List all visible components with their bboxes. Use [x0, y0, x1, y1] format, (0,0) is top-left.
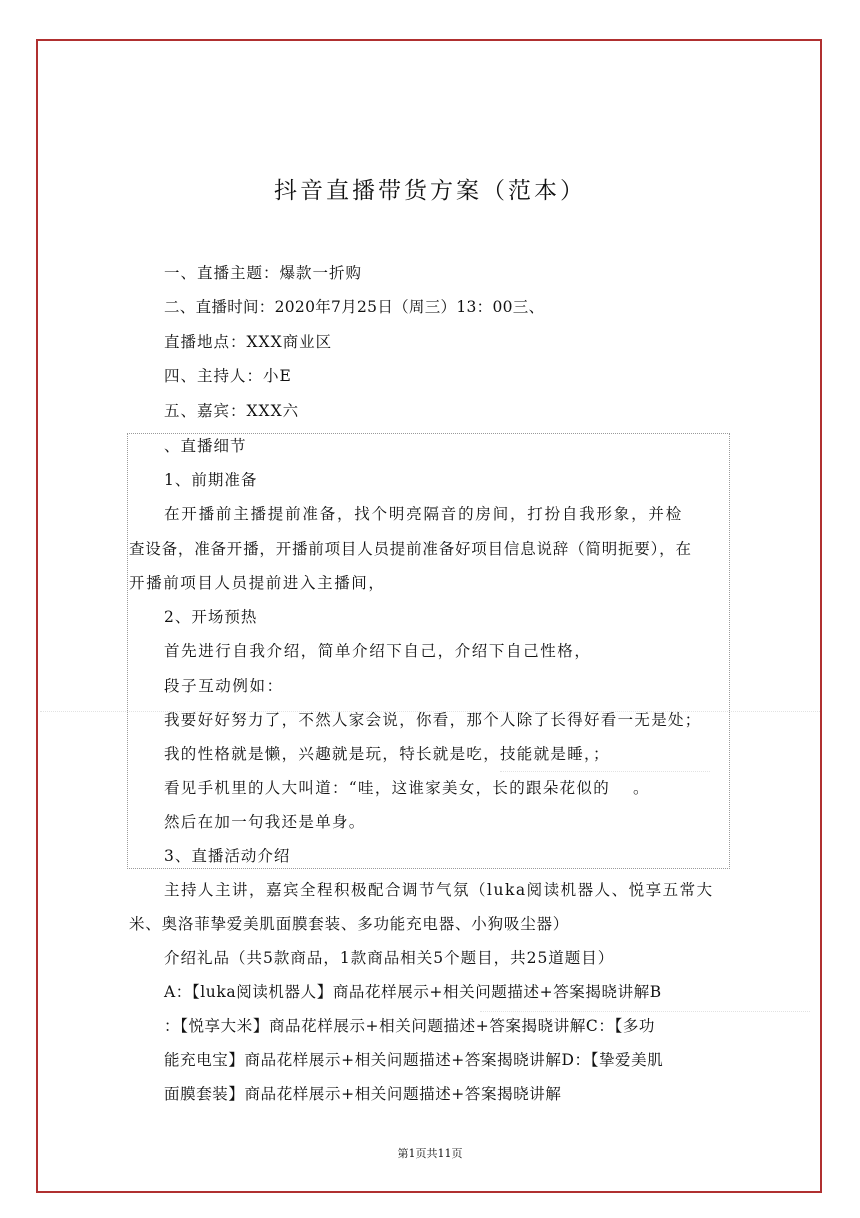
product-line: 面膜套装】商品花样展示+相关问题描述+答案揭晓讲解	[164, 1085, 562, 1103]
page-number: 第1页共11页	[397, 1147, 463, 1160]
paragraph-line: 介绍礼品（共5款商品，1款商品相关5个题目，共25道题目）	[164, 949, 615, 967]
text-line-theme: 一、直播主题：爆款一折购	[164, 264, 363, 282]
paragraph-line: 在开播前主播提前准备，找个明亮隔音的房间，打扮自我形象，并检	[164, 505, 684, 523]
subheading-warmup: 2、开场预热	[164, 608, 258, 626]
product-line: ：【悦享大米】商品花样展示+相关问题描述+答案揭晓讲解C：【多功	[164, 1017, 656, 1035]
paragraph-line: 查设备，准备开播，开播前项目人员提前准备好项目信息说辞（简明扼要），在	[129, 540, 692, 558]
paragraph-line: 米、奥洛菲挚爱美肌面膜套装、多功能充电器、小狗吸尘器）	[129, 915, 570, 933]
paragraph-line: 然后在加一句我还是单身。	[164, 813, 366, 831]
scan-line	[500, 771, 710, 772]
product-line: A：【luka阅读机器人】商品花样展示+相关问题描述+答案揭晓讲解B	[164, 983, 662, 1001]
text-line-host: 四、主持人：小E	[164, 367, 292, 385]
section-heading-details: 、直播细节	[164, 437, 247, 455]
text-line-time: 二、直播时间：2020年7月25日（周三）13：00三、	[164, 298, 545, 316]
subheading-activity: 3、直播活动介绍	[164, 847, 291, 865]
paragraph-line: 首先进行自我介绍，简单介绍下自己，介绍下自己性格，	[164, 642, 592, 660]
subheading-preparation: 1、前期准备	[164, 471, 258, 489]
paragraph-line: 我的性格就是懒，兴趣就是玩，特长就是吃，技能就是睡，；	[164, 745, 610, 763]
product-line: 能充电宝】商品花样展示+相关问题描述+答案揭晓讲解D：【挚爱美肌	[164, 1051, 664, 1069]
paragraph-line: 主持人主讲，嘉宾全程积极配合调节气氛（luka阅读机器人、悦享五常大	[164, 881, 714, 899]
paragraph-line: 我要好好努力了，不然人家会说，你看，那个人除了长得好看一无是处；	[164, 711, 702, 729]
text-line-guest: 五、嘉宾：XXX六	[164, 402, 300, 420]
paragraph-line: 看见手机里的人大叫道：“哇，这谁家美女，长的跟朵花似的 。	[164, 779, 650, 797]
paragraph-line: 开播前项目人员提前进入主播间，	[129, 574, 386, 592]
text-line-location: 直播地点：XXX商业区	[164, 333, 333, 351]
paragraph-line: 段子互动例如：	[164, 677, 284, 695]
document-title: 抖音直播带货方案（范本）	[274, 178, 586, 204]
scan-line	[480, 1011, 810, 1012]
